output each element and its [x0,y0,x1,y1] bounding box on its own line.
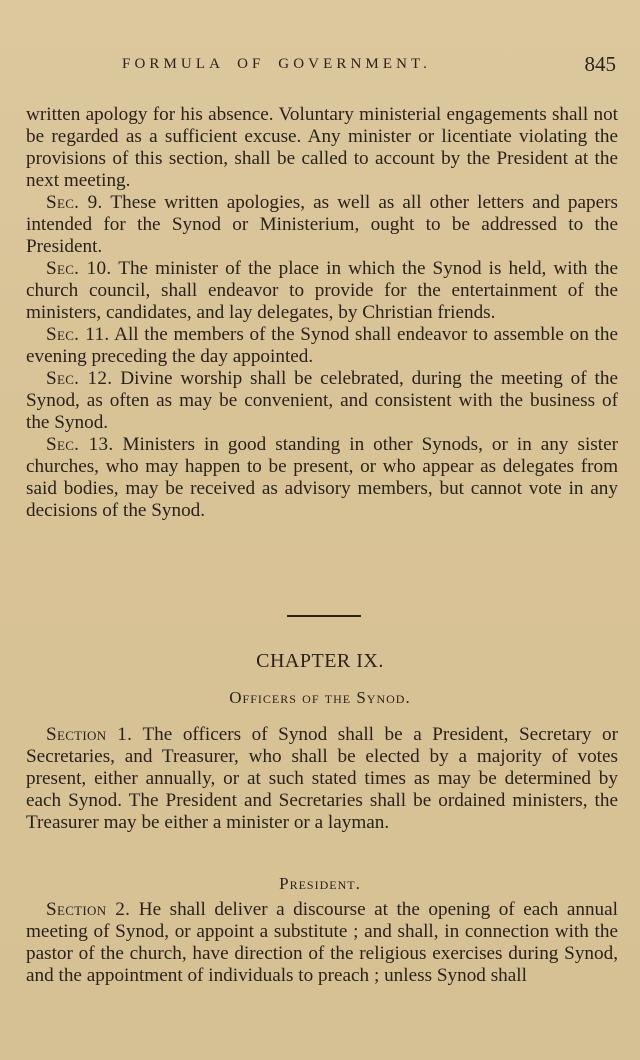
sec-9-label: Sec. 9. [46,192,103,213]
sec-12-label: Sec. 12. [46,368,113,389]
paragraph-sec-13 [26,434,618,522]
paragraph-sec-9 [26,192,618,258]
body-text-section-2 [26,899,618,987]
section-2-label: Section 2. [46,899,131,920]
paragraph-sec-11 [26,324,618,368]
sec-10-label: Sec. 10. [46,258,112,279]
paragraph-section-2 [26,899,618,987]
body-text-section-1 [26,724,618,834]
sec-10-text: The minister of the place in which the Synod is held, with the church council, shall endeavor to provide for the entertainment of the ministers, candidates, and lay delegates, by Christian friends. [26,258,618,323]
sec-13-text: Ministers in good standing in other Synods, or in any sister churches, who may happen to be present, or who appear as delegates from said bodies, may be received as advisory members, but cannot vote in any decisions of the Synod. [26,434,618,521]
running-title: FORMULA OF GOVERNMENT. [122,56,432,72]
paragraph-sec-12 [26,368,618,434]
president-heading: President. [279,874,361,893]
sec-11-text: All the members of the Synod shall endeavor to assemble on the evening preceding the day appointed. [26,324,618,367]
paragraph-sec-10 [26,258,618,324]
paragraph-continuation [26,104,618,192]
chapter-subtitle: Officers of the Synod. [229,688,411,707]
page-number: 845 [584,52,616,76]
section-divider [287,615,361,617]
sec-9-text: These written apologies, as well as all other letters and papers intended for the Synod or Ministerium, ought to be addressed to the President. [26,192,618,257]
chapter-title: CHAPTER IX. [256,650,384,672]
sec-12-text: Divine worship shall be celebrated, during the meeting of the Synod, as often as may be convenient, and consistent with the business of the Synod. [26,368,618,433]
continuation-text: written apology for his absence. Voluntary ministerial engagements shall not be regarded as a sufficient excuse. Any minister or licentiate violating the provisions of this section, shall be called to account by the President at the next meeting. [26,104,618,191]
sec-13-label: Sec. 13. [46,434,114,455]
sec-11-label: Sec. 11. [46,324,110,345]
section-2-text: He shall deliver a discourse at the opening of each annual meeting of Synod, or appoint a substitute ; and shall, in connection with the pastor of the church, have direction of the religious exercises during Synod, and the appointment of individuals to preach ; unless Synod shall [26,899,618,986]
page-header [0,52,640,80]
body-text-upper [26,104,618,522]
section-1-text: The officers of Synod shall be a President, Secretary or Secretaries, and Treasurer, who shall be elected by a majority of votes present, either annually, or at such stated times as may be determined by each Synod. The President and Secretaries shall be ordained ministers, the Treasurer may be either a minister or a layman. [26,724,618,833]
section-1-label: Section 1. [46,724,133,745]
paragraph-section-1 [26,724,618,834]
